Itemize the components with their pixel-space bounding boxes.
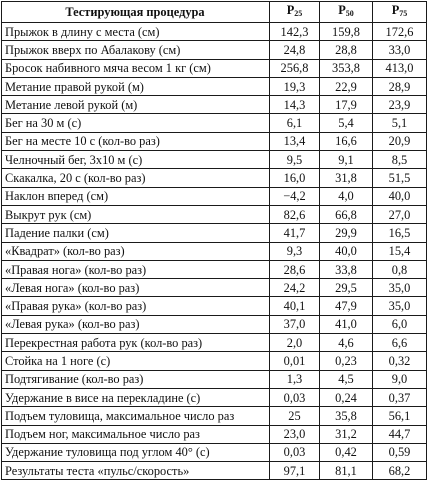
header-p25-main: P [286, 3, 295, 17]
table-row [2, 315, 427, 333]
p75-cell: 0,59 [373, 443, 427, 461]
p50-cell: 22,9 [320, 77, 373, 95]
table-row [2, 205, 427, 223]
test-name-cell: Наклон вперед (см) [2, 187, 270, 205]
p75-cell: 27,0 [373, 205, 427, 223]
test-name-cell: «Правая рука» (кол-во раз) [2, 297, 270, 315]
test-name-cell: Челночный бег, 3х10 м (с) [2, 151, 270, 169]
table-row [2, 279, 427, 297]
test-name-cell: Подтягивание (кол-во раз) [2, 370, 270, 388]
p75-cell: 172,6 [373, 23, 427, 41]
test-name-cell: Бег на 30 м (с) [2, 114, 270, 132]
p50-cell: 35,8 [320, 407, 373, 425]
test-name-cell: «Правая нога» (кол-во раз) [2, 260, 270, 278]
test-name-cell: Прыжок вверх по Абалакову (см) [2, 41, 270, 59]
test-name-cell: Метание правой рукой (м) [2, 77, 270, 95]
p25-cell: 40,1 [270, 297, 320, 315]
p75-cell: 20,9 [373, 132, 427, 150]
p75-cell: 68,2 [373, 462, 427, 480]
table-row [2, 41, 427, 59]
p50-cell: 47,9 [320, 297, 373, 315]
p75-cell: 0,37 [373, 388, 427, 406]
p50-cell: 29,9 [320, 224, 373, 242]
p25-cell: 82,6 [270, 205, 320, 223]
p25-cell: 16,0 [270, 169, 320, 187]
table-row [2, 334, 427, 352]
p75-cell: 44,7 [373, 425, 427, 443]
p25-cell: 0,03 [270, 388, 320, 406]
table-row [2, 425, 427, 443]
test-name-cell: Стойка на 1 ноге (с) [2, 352, 270, 370]
p50-cell: 29,5 [320, 279, 373, 297]
p25-cell: 23,0 [270, 425, 320, 443]
p25-cell: 41,7 [270, 224, 320, 242]
test-name-cell: Удержание туловища под углом 40° (с) [2, 443, 270, 461]
p25-cell: 25 [270, 407, 320, 425]
p75-cell: 35,0 [373, 297, 427, 315]
test-name-cell: Бег на месте 10 с (кол-во раз) [2, 132, 270, 150]
table-row [2, 370, 427, 388]
header-p50-sub: 50 [345, 9, 354, 18]
p75-cell: 6,0 [373, 315, 427, 333]
p50-cell: 9,1 [320, 151, 373, 169]
table-row [2, 23, 427, 41]
p50-cell: 33,8 [320, 260, 373, 278]
p25-cell: 9,3 [270, 242, 320, 260]
p50-cell: 17,9 [320, 96, 373, 114]
p75-cell: 33,0 [373, 41, 427, 59]
p25-cell: −4,2 [270, 187, 320, 205]
header-procedure: Тестирующая процедура [2, 2, 270, 23]
p50-cell: 31,8 [320, 169, 373, 187]
p25-cell: 13,4 [270, 132, 320, 150]
table-row [2, 462, 427, 480]
p25-cell: 97,1 [270, 462, 320, 480]
header-p50 [320, 2, 373, 23]
p25-cell: 14,3 [270, 96, 320, 114]
p75-cell: 23,9 [373, 96, 427, 114]
table-row [2, 260, 427, 278]
test-name-cell: Метание левой рукой (м) [2, 96, 270, 114]
p25-cell: 24,2 [270, 279, 320, 297]
test-name-cell: Прыжок в длину с места (см) [2, 23, 270, 41]
norms-table [1, 1, 427, 480]
table-row [2, 96, 427, 114]
table-row [2, 132, 427, 150]
p25-cell: 28,6 [270, 260, 320, 278]
p50-cell: 16,6 [320, 132, 373, 150]
p75-cell: 35,0 [373, 279, 427, 297]
p75-cell: 28,9 [373, 77, 427, 95]
header-p50-main: P [338, 3, 346, 17]
p25-cell: 1,3 [270, 370, 320, 388]
p25-cell: 37,0 [270, 315, 320, 333]
p50-cell: 353,8 [320, 59, 373, 77]
p50-cell: 4,6 [320, 334, 373, 352]
p75-cell: 0,8 [373, 260, 427, 278]
p50-cell: 5,4 [320, 114, 373, 132]
header-row [2, 2, 427, 23]
p75-cell: 8,5 [373, 151, 427, 169]
p75-cell: 16,5 [373, 224, 427, 242]
test-name-cell: Подъем ног, максимальное число раз [2, 425, 270, 443]
p25-cell: 19,3 [270, 77, 320, 95]
table-row [2, 151, 427, 169]
table-row [2, 407, 427, 425]
table-body [2, 23, 427, 480]
test-name-cell: «Левая нога» (кол-во раз) [2, 279, 270, 297]
table-row [2, 388, 427, 406]
p75-cell: 0,32 [373, 352, 427, 370]
p25-cell: 24,8 [270, 41, 320, 59]
p50-cell: 0,42 [320, 443, 373, 461]
header-p75 [373, 2, 427, 23]
p50-cell: 4,0 [320, 187, 373, 205]
p75-cell: 40,0 [373, 187, 427, 205]
p75-cell: 6,6 [373, 334, 427, 352]
test-name-cell: Перекрестная работа рук (кол-во раз) [2, 334, 270, 352]
test-name-cell: Подъем туловища, максимальное число раз [2, 407, 270, 425]
p25-cell: 9,5 [270, 151, 320, 169]
p50-cell: 0,24 [320, 388, 373, 406]
p75-cell: 51,5 [373, 169, 427, 187]
p50-cell: 31,2 [320, 425, 373, 443]
table-row [2, 114, 427, 132]
table-row [2, 59, 427, 77]
p50-cell: 41,0 [320, 315, 373, 333]
table-row [2, 77, 427, 95]
test-name-cell: Удержание в висе на перекладине (с) [2, 388, 270, 406]
p50-cell: 81,1 [320, 462, 373, 480]
table-row [2, 352, 427, 370]
test-name-cell: Выкрут рук (см) [2, 205, 270, 223]
header-p25-sub: 25 [294, 9, 303, 18]
p25-cell: 142,3 [270, 23, 320, 41]
test-name-cell: Падение палки (см) [2, 224, 270, 242]
test-name-cell: «Левая рука» (кол-во раз) [2, 315, 270, 333]
p25-cell: 256,8 [270, 59, 320, 77]
table-row [2, 187, 427, 205]
test-name-cell: Результаты теста «пульс/скорость» [2, 462, 270, 480]
table-row [2, 242, 427, 260]
table-row [2, 297, 427, 315]
test-name-cell: Скакалка, 20 с (кол-во раз) [2, 169, 270, 187]
p50-cell: 28,8 [320, 41, 373, 59]
p75-cell: 9,0 [373, 370, 427, 388]
p25-cell: 0,03 [270, 443, 320, 461]
p25-cell: 0,01 [270, 352, 320, 370]
test-name-cell: Бросок набивного мяча весом 1 кг (см) [2, 59, 270, 77]
header-p75-main: P [391, 3, 400, 17]
header-p25 [270, 2, 320, 23]
p75-cell: 413,0 [373, 59, 427, 77]
p50-cell: 40,0 [320, 242, 373, 260]
p75-cell: 5,1 [373, 114, 427, 132]
p25-cell: 6,1 [270, 114, 320, 132]
p50-cell: 66,8 [320, 205, 373, 223]
p50-cell: 4,5 [320, 370, 373, 388]
p50-cell: 0,23 [320, 352, 373, 370]
p75-cell: 15,4 [373, 242, 427, 260]
p75-cell: 56,1 [373, 407, 427, 425]
table-row [2, 169, 427, 187]
table-row [2, 443, 427, 461]
test-name-cell: «Квадрат» (кол-во раз) [2, 242, 270, 260]
table-row [2, 224, 427, 242]
p25-cell: 2,0 [270, 334, 320, 352]
p50-cell: 159,8 [320, 23, 373, 41]
header-p75-sub: 75 [399, 9, 408, 18]
